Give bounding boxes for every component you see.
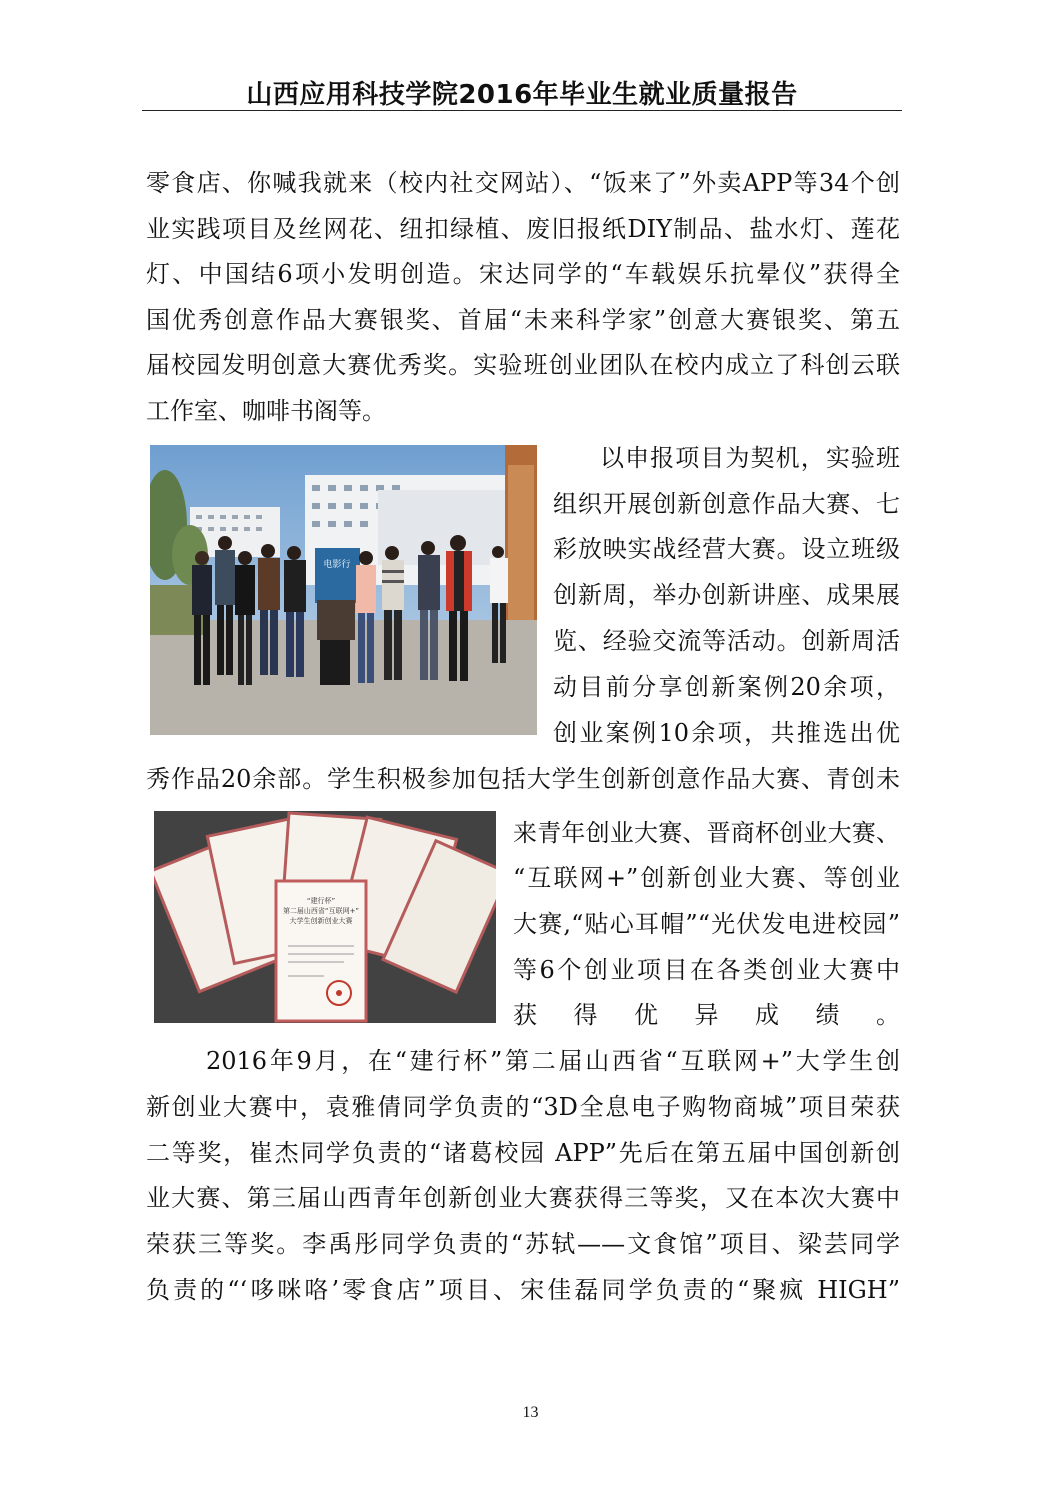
certificate-title-line: 第二届山西省“互联网+” xyxy=(282,907,360,915)
body-text-line: 荣获三等奖。李禹彤同学负责的“苏轼——文食馆”项目、梁芸同学 xyxy=(146,1230,900,1258)
body-text-line: 获得优异成绩。 xyxy=(513,1001,900,1029)
body-text-line: 大赛,“贴心耳帽”“光伏发电进校园” xyxy=(513,910,900,938)
body-text-line: 国优秀创意作品大赛银奖、首届“未来科学家”创意大赛银奖、第五 xyxy=(146,306,900,334)
body-text-line: 彩放映实战经营大赛。设立班级 xyxy=(553,535,900,563)
page-header-title: 山西应用科技学院2016年毕业生就业质量报告 xyxy=(246,80,798,110)
body-text-line: 负责的“‘哆咪咯’零食店”项目、宋佳磊同学负责的“聚疯 HIGH” xyxy=(146,1276,900,1304)
certificate-title-line: 大学生创新创业大赛 xyxy=(289,917,353,925)
body-text-line: 灯、中国结6项小发明创造。宋达同学的“车载娱乐抗晕仪”获得全 xyxy=(146,260,900,288)
poster-text: 电影行 xyxy=(323,560,351,570)
body-text-line: “互联网+”创新创业大赛、等创业 xyxy=(513,864,900,892)
body-text-line: 以申报项目为契机，实验班 xyxy=(600,444,900,472)
body-text-line: 组织开展创新创意作品大赛、七 xyxy=(553,490,900,518)
body-text-line: 零食店、你喊我就来（校内社交网站）、“饭来了”外卖APP等34个创 xyxy=(146,169,900,197)
body-text-line: 等6个创业项目在各类创业大赛中 xyxy=(513,956,900,984)
certificate-title-line: “建行杯” xyxy=(306,897,336,905)
body-text-line: 业大赛、第三届山西青年创新创业大赛获得三等奖，又在本次大赛中 xyxy=(146,1184,900,1212)
page-number: 13 xyxy=(522,1404,539,1421)
body-text-line: 来青年创业大赛、晋商杯创业大赛、 xyxy=(513,819,900,847)
body-text-line: 秀作品20余部。学生积极参加包括大学生创新创意作品大赛、青创未 xyxy=(146,765,900,793)
body-text-line: 2016年9月，在“建行杯”第二届山西省“互联网+”大学生创 xyxy=(206,1047,900,1075)
body-text-line: 二等奖，崔杰同学负责的“诸葛校园 APP”先后在第五届中国创新创 xyxy=(146,1139,900,1167)
body-text-line: 工作室、咖啡书阁等。 xyxy=(146,397,386,425)
body-text-line: 业实践项目及丝网花、纽扣绿植、废旧报纸DIY制品、盐水灯、莲花 xyxy=(146,215,900,243)
group-photo xyxy=(150,445,537,735)
body-text-line: 创业案例10余项，共推选出优 xyxy=(553,719,900,747)
certificates-photo xyxy=(154,811,496,1023)
body-text-line: 创新周，举办创新讲座、成果展 xyxy=(553,581,900,609)
body-text-line: 动目前分享创新案例20余项， xyxy=(553,673,900,701)
body-text-line: 览、经验交流等活动。创新周活 xyxy=(553,627,900,655)
body-text-line: 届校园发明创意大赛优秀奖。实验班创业团队在校内成立了科创云联 xyxy=(146,351,900,379)
header-divider xyxy=(142,110,902,111)
body-text-line: 新创业大赛中，袁雅倩同学负责的“3D全息电子购物商城”项目荣获 xyxy=(146,1093,900,1121)
